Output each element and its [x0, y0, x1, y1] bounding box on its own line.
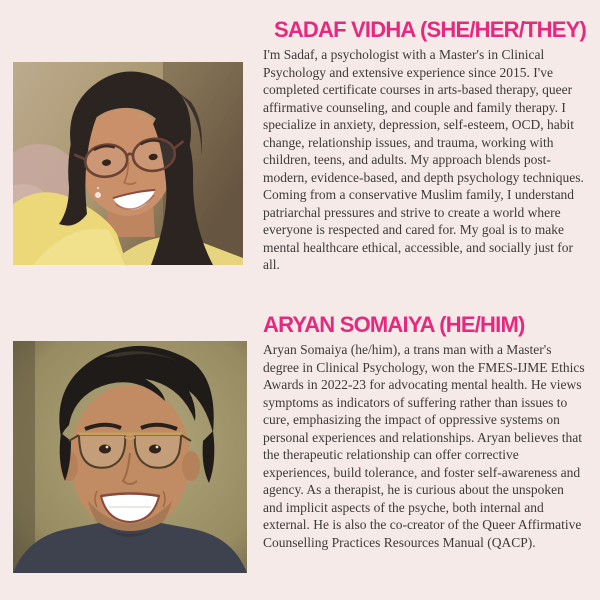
aryan-bio-text: Aryan Somaiya (he/him), a trans man with a Master's degree in Clinical Psychology, won the FMES-IJME Ethics Awards in 2022-23 for advocating mental health. He views symptoms as indicators of suffering rather than issues to cure, emphasizing the impact of oppressive systems on personal experiences and relationships. Aryan believes that the therapeutic relationship can offer corrective experiences, build tolerance, and foster self-awareness and agency. As a therapist, he is curious about the unspoken and implicit aspects of the psyche, both internal and external. He is also the co-creator of the Queer Affirmative Counselling Practices Resources Manual (QACP).: [263, 342, 585, 550]
sadaf-bio-text: I'm Sadaf, a psychologist with a Master's in Clinical Psychology and extensive experience since 2015. I've completed certificate courses in arts-based therapy, queer affirmative counseling, and couple and family therapy. I specialize in anxiety, depression, self-esteem, OCD, habit change, relationship issues, and trauma, working with children, teens, and adults. My approach blends post-modern, evidence-based, and depth psychology techniques. Coming from a conservative Muslim family, I understand patriarchal pressures and strive to create a world where everyone is respected and cared for. My goal is to make mental healthcare ethical, accessible, and socially just for all.: [263, 47, 584, 273]
sadaf-portrait-photo: [13, 62, 243, 265]
sadaf-portrait-illustration: [13, 62, 243, 265]
aryan-name-heading: ARYAN SOMAIYA (HE/HIM): [263, 312, 525, 337]
aryan-profile-text: [263, 313, 597, 551]
aryan-portrait-illustration: [13, 341, 247, 573]
sadaf-profile-text: [263, 18, 597, 274]
aryan-portrait-photo: [13, 341, 247, 573]
sadaf-name-heading: SADAF VIDHA (SHE/HER/THEY): [273, 17, 587, 42]
